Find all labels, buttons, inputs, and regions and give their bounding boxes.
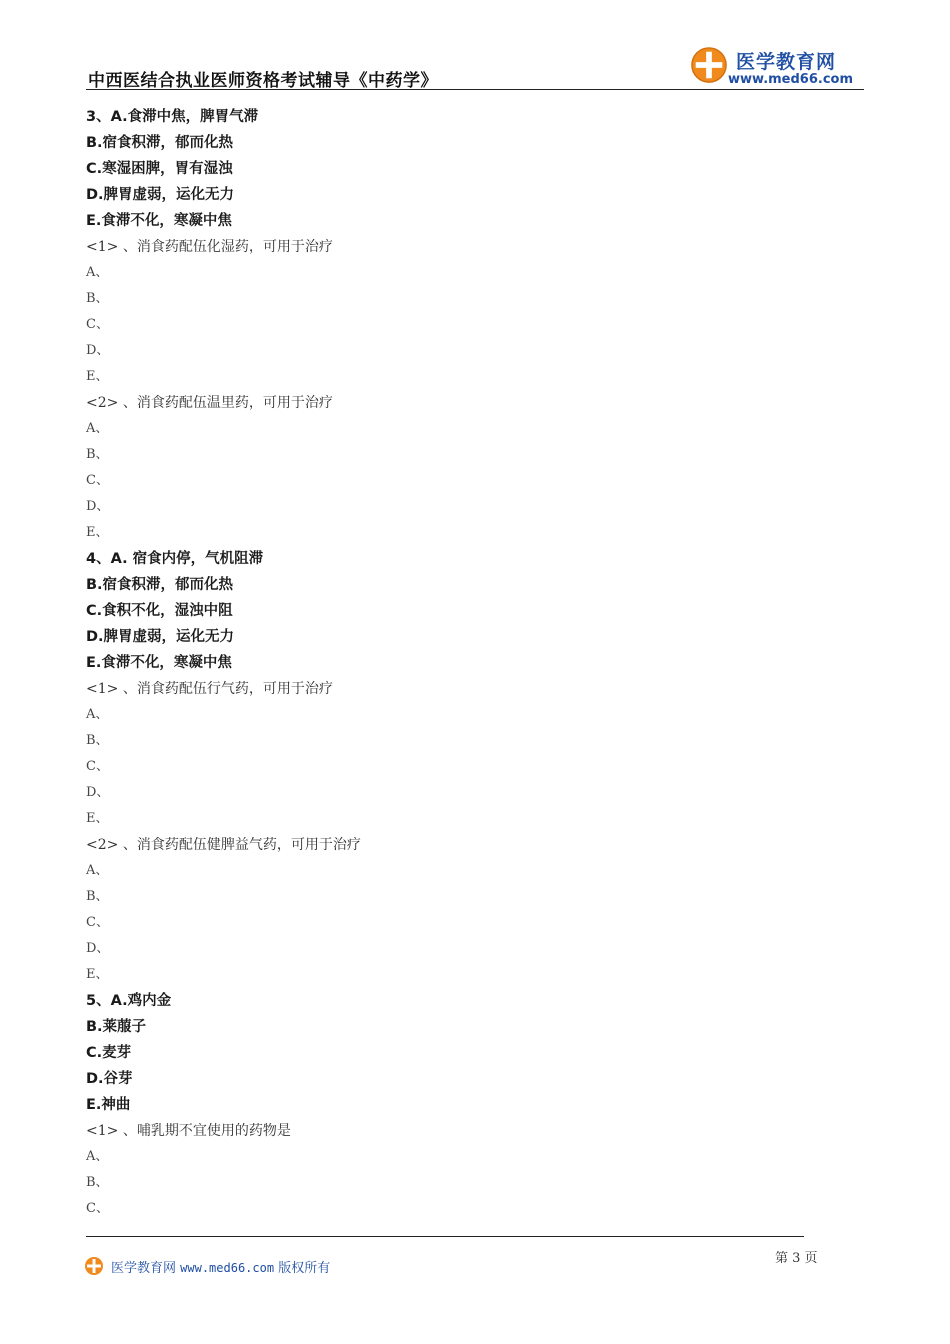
page-number: 第 3 页 — [775, 1251, 818, 1266]
medical-cross-footer-icon — [84, 1256, 104, 1276]
question-stem: <1> 、消食药配伍行气药，可用于治疗 — [86, 681, 333, 697]
choice-placeholder: B、 — [86, 733, 109, 748]
answer-option-text: E.食滞不化，寒凝中焦 — [86, 213, 232, 229]
choice-placeholder: D、 — [86, 785, 110, 800]
question-stem: <1> 、哺乳期不宜使用的药物是 — [86, 1123, 291, 1139]
logo-url: www.med66.com — [728, 72, 854, 87]
question-stem: <2> 、消食药配伍温里药，可用于治疗 — [86, 395, 333, 411]
answer-option-text: B.宿食积滞，郁而化热 — [86, 577, 234, 593]
answer-option-text: D.脾胃虚弱，运化无力 — [86, 629, 235, 645]
answer-option-text: B.莱菔子 — [86, 1019, 147, 1035]
footer-divider — [86, 1236, 804, 1237]
choice-placeholder: A、 — [86, 1149, 109, 1164]
choice-placeholder: C、 — [86, 317, 109, 332]
choice-placeholder: A、 — [86, 265, 109, 280]
question-stem: <1> 、消食药配伍化湿药，可用于治疗 — [86, 239, 333, 255]
choice-placeholder: C、 — [86, 1201, 109, 1216]
answer-option-text: C.寒湿困脾，胃有湿浊 — [86, 161, 233, 177]
choice-placeholder: E、 — [86, 967, 109, 982]
logo-site-name: 医学教育网 — [736, 51, 837, 73]
choice-placeholder: A、 — [86, 863, 109, 878]
answer-option-text: E.神曲 — [86, 1097, 131, 1113]
choice-placeholder: E、 — [86, 525, 109, 540]
question-content — [86, 104, 806, 1222]
answer-option-text: D.谷芽 — [86, 1071, 133, 1087]
choice-placeholder: C、 — [86, 915, 109, 930]
choice-placeholder: D、 — [86, 343, 110, 358]
answer-option-text: C.麦芽 — [86, 1045, 132, 1061]
choice-placeholder: E、 — [86, 369, 109, 384]
question-stem: <2> 、消食药配伍健脾益气药，可用于治疗 — [86, 837, 361, 853]
choice-placeholder: C、 — [86, 759, 109, 774]
site-logo — [690, 46, 866, 90]
choice-placeholder: A、 — [86, 707, 109, 722]
answer-option-text: B.宿食积滞，郁而化热 — [86, 135, 234, 151]
choice-placeholder: B、 — [86, 291, 109, 306]
footer-url[interactable]: www.med66.com — [180, 1261, 275, 1275]
footer-copyright — [111, 1257, 330, 1276]
choice-placeholder: D、 — [86, 499, 110, 514]
choice-placeholder: E、 — [86, 811, 109, 826]
choice-placeholder: C、 — [86, 473, 109, 488]
answer-option-text: 4、A. 宿食内停，气机阻滞 — [86, 551, 264, 567]
footer-rights: 版权所有 — [278, 1261, 331, 1276]
medical-cross-logo-icon — [690, 46, 728, 84]
answer-option-text: C.食积不化，湿浊中阻 — [86, 603, 233, 619]
choice-placeholder: B、 — [86, 1175, 109, 1190]
footer-site-name: 医学教育网 — [111, 1261, 177, 1276]
answer-option-text: 3、A.食滞中焦，脾胃气滞 — [86, 109, 259, 125]
choice-placeholder: B、 — [86, 447, 109, 462]
choice-placeholder: D、 — [86, 941, 110, 956]
document-title: 中西医结合执业医师资格考试辅导《中药学》 — [88, 71, 438, 91]
choice-placeholder: B、 — [86, 889, 109, 904]
choice-placeholder: A、 — [86, 421, 109, 436]
answer-option-text: E.食滞不化，寒凝中焦 — [86, 655, 232, 671]
answer-option-text: D.脾胃虚弱，运化无力 — [86, 187, 235, 203]
answer-option-text: 5、A.鸡内金 — [86, 993, 172, 1009]
